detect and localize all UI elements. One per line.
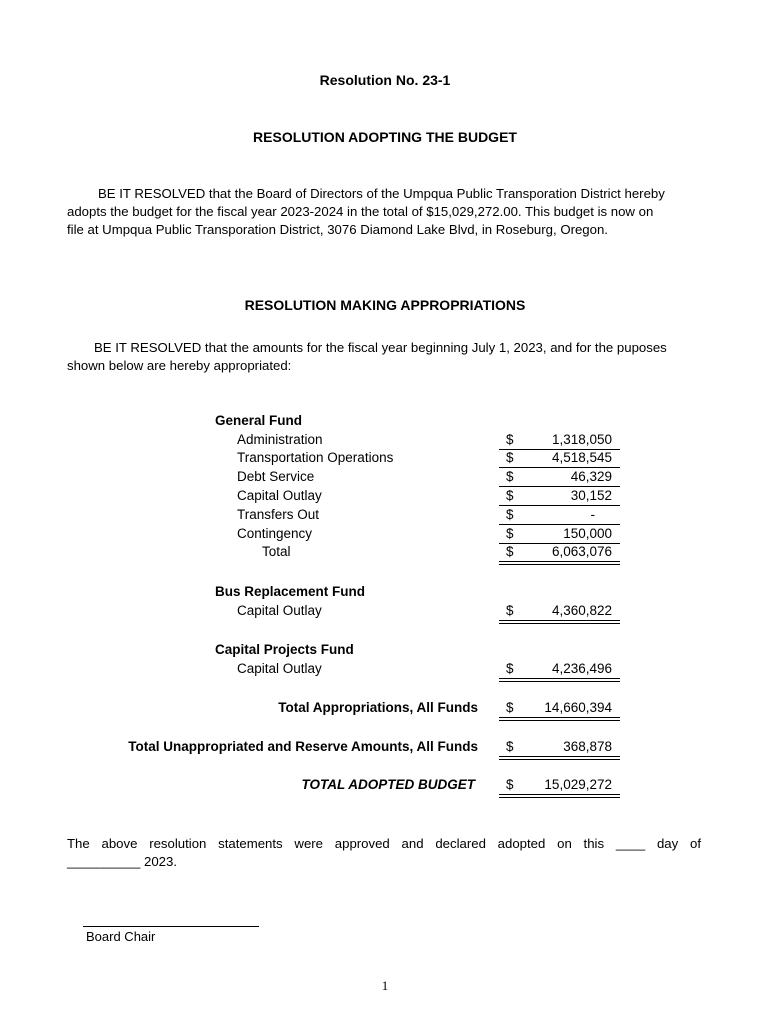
double-underline bbox=[499, 794, 620, 798]
currency-symbol: $ bbox=[506, 700, 514, 715]
currency-symbol: $ bbox=[506, 488, 514, 503]
approval-statement bbox=[67, 835, 701, 871]
row-amount: 46,329 bbox=[570, 469, 612, 484]
row-amount: 4,360,822 bbox=[551, 603, 612, 618]
currency-symbol: $ bbox=[506, 432, 514, 447]
approval-line-2: __________ 2023. bbox=[67, 854, 178, 869]
row-label: Debt Service bbox=[237, 469, 315, 484]
currency-symbol: $ bbox=[506, 526, 514, 541]
currency-symbol: $ bbox=[506, 469, 514, 484]
row-label: Contingency bbox=[237, 526, 313, 541]
currency-symbol: $ bbox=[506, 507, 514, 522]
row-label: Capital Outlay bbox=[237, 661, 322, 676]
total-label: Total bbox=[262, 544, 291, 559]
adopting-line-2: adopts the budget for the fiscal year 2023-2024 in the total of $15,029,272.00. This budget is now on bbox=[67, 204, 654, 219]
total-amount: 6,063,076 bbox=[551, 544, 612, 559]
total-adopted-label: TOTAL ADOPTED BUDGET bbox=[301, 777, 475, 792]
currency-symbol: $ bbox=[506, 544, 514, 559]
row-label: Capital Outlay bbox=[237, 603, 322, 618]
double-underline bbox=[499, 678, 620, 682]
appropriations-paragraph bbox=[67, 339, 707, 375]
row-amount: 1,318,050 bbox=[551, 432, 612, 447]
approval-line-1: The above resolution statements were approved and declared adopted on this ____ day of bbox=[67, 836, 701, 851]
general-fund-title: General Fund bbox=[215, 413, 303, 428]
double-underline bbox=[499, 561, 620, 565]
double-underline bbox=[499, 717, 620, 721]
currency-symbol: $ bbox=[506, 661, 514, 676]
row-amount: 4,518,545 bbox=[551, 450, 612, 465]
row-amount: 150,000 bbox=[563, 526, 612, 541]
row-label: Administration bbox=[237, 432, 323, 447]
adopting-paragraph bbox=[67, 185, 707, 239]
currency-symbol: $ bbox=[506, 603, 514, 618]
double-underline bbox=[499, 620, 620, 624]
double-underline bbox=[499, 756, 620, 760]
signature-label: Board Chair bbox=[86, 929, 156, 944]
underline bbox=[499, 467, 620, 468]
total-appropriations-label: Total Appropriations, All Funds bbox=[278, 700, 478, 715]
appropriations-line-2: shown below are hereby appropriated: bbox=[67, 358, 292, 373]
currency-symbol: $ bbox=[506, 450, 514, 465]
total-appropriations-amount: 14,660,394 bbox=[544, 700, 612, 715]
capital-fund-title: Capital Projects Fund bbox=[215, 642, 354, 657]
appropriations-line-1: BE IT RESOLVED that the amounts for the fiscal year beginning July 1, 2023, and for the puposes bbox=[94, 340, 667, 355]
currency-symbol: $ bbox=[506, 777, 514, 792]
row-amount: - bbox=[590, 507, 595, 522]
signature-line bbox=[83, 926, 259, 927]
total-adopted-amount: 15,029,272 bbox=[544, 777, 612, 792]
currency-symbol: $ bbox=[506, 739, 514, 754]
row-label: Transfers Out bbox=[237, 507, 320, 522]
row-label: Capital Outlay bbox=[237, 488, 322, 503]
row-label: Transportation Operations bbox=[237, 450, 394, 465]
total-unappropriated-label: Total Unappropriated and Reserve Amounts, All Funds bbox=[128, 739, 478, 754]
total-unappropriated-amount: 368,878 bbox=[563, 739, 612, 754]
underline bbox=[499, 505, 620, 506]
adopting-line-1: BE IT RESOLVED that the Board of Directors of the Umpqua Public Transporation District hereby bbox=[98, 186, 665, 201]
row-amount: 30,152 bbox=[570, 488, 612, 503]
row-amount: 4,236,496 bbox=[551, 661, 612, 676]
title-adopting-budget: RESOLUTION ADOPTING THE BUDGET bbox=[253, 129, 517, 145]
resolution-number: Resolution No. 23-1 bbox=[319, 72, 451, 88]
underline bbox=[499, 524, 620, 525]
underline bbox=[499, 486, 620, 487]
adopting-line-3: file at Umpqua Public Transporation District, 3076 Diamond Lake Blvd, in Roseburg, Oregon. bbox=[67, 222, 608, 237]
bus-fund-title: Bus Replacement Fund bbox=[215, 584, 366, 599]
title-making-appropriations: RESOLUTION MAKING APPROPRIATIONS bbox=[244, 297, 526, 313]
page-number: 1 bbox=[381, 978, 389, 993]
